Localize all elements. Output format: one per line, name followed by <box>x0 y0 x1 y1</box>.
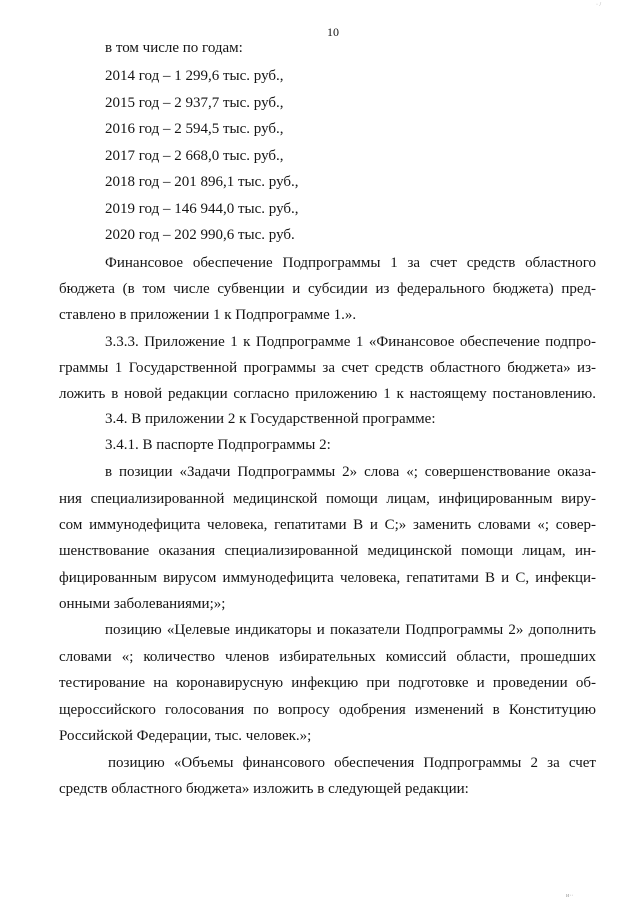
para7-line: позицию «Объемы финансового обеспечения Подпрограммы 2 за счет <box>108 755 596 771</box>
page-number: 10 <box>327 25 339 39</box>
para6-line: словами «; количество членов избирательных комиссий области, прошедших <box>59 649 596 665</box>
scan-mark-top: · / <box>596 2 602 8</box>
para5-line: в позиции «Задачи Подпрограммы 2» слова «; совершенствование оказа- <box>105 464 596 480</box>
para1-line: Финансовое обеспечение Подпрограммы 1 за счет средств областного <box>105 255 596 271</box>
para7-line: средств областного бюджета» изложить в следующей редакции: <box>59 781 469 797</box>
para5-line: ния специализированной медицинской помощи лицам, инфицированным виру- <box>59 491 596 507</box>
para5-line: шенствование оказания специализированной медицинской помощи лицам, ин- <box>59 543 596 559</box>
para4-line: 3.4.1. В паспорте Подпрограммы 2: <box>105 437 331 453</box>
para2-line: 3.3.3. Приложение 1 к Подпрограмме 1 «Финансовое обеспечение подпро- <box>105 334 596 350</box>
year-line-2017: 2017 год – 2 668,0 тыс. руб., <box>105 148 284 164</box>
year-line-2016: 2016 год – 2 594,5 тыс. руб., <box>105 121 284 137</box>
para2-line: граммы 1 Государственной программы за счет средств областного бюджета» из- <box>59 360 596 376</box>
para6-line: Российской Федерации, тыс. человек.»; <box>59 728 312 744</box>
para1-line: бюджета (в том числе субвенции и субсидии из федерального бюджета) пред- <box>59 281 596 297</box>
para6-line: щероссийского голосования по вопросу одобрения изменений в Конституцию <box>59 702 596 718</box>
year-line-2020: 2020 год – 202 990,6 тыс. руб. <box>105 227 295 243</box>
para2-line: ложить в новой редакции согласно приложению 1 к настоящему постановлению. <box>59 386 596 402</box>
para6-line: тестирование на коронавирусную инфекцию при подготовке и проведении об- <box>59 675 596 691</box>
year-line-2015: 2015 год – 2 937,7 тыс. руб., <box>105 95 284 111</box>
scan-mark-bottom: ᴎ·· <box>566 893 574 899</box>
para3-line: 3.4. В приложении 2 к Государственной программе: <box>105 411 436 427</box>
year-line-2014: 2014 год – 1 299,6 тыс. руб., <box>105 68 284 84</box>
para5-line: онными заболеваниями;»; <box>59 596 226 612</box>
para6-line: позицию «Целевые индикаторы и показатели Подпрограммы 2» дополнить <box>105 622 596 638</box>
year-line-2018: 2018 год – 201 896,1 тыс. руб., <box>105 174 299 190</box>
years-intro: в том числе по годам: <box>105 40 243 56</box>
para5-line: сом иммунодефицита человека, гепатитами B и C;» заменить словами «; совер- <box>59 517 597 533</box>
para5-line: фицированным вирусом иммунодефицита человека, гепатитами B и C, инфекци- <box>59 570 596 586</box>
para1-line: ставлено в приложении 1 к Подпрограмме 1.». <box>59 307 357 323</box>
year-line-2019: 2019 год – 146 944,0 тыс. руб., <box>105 201 299 217</box>
